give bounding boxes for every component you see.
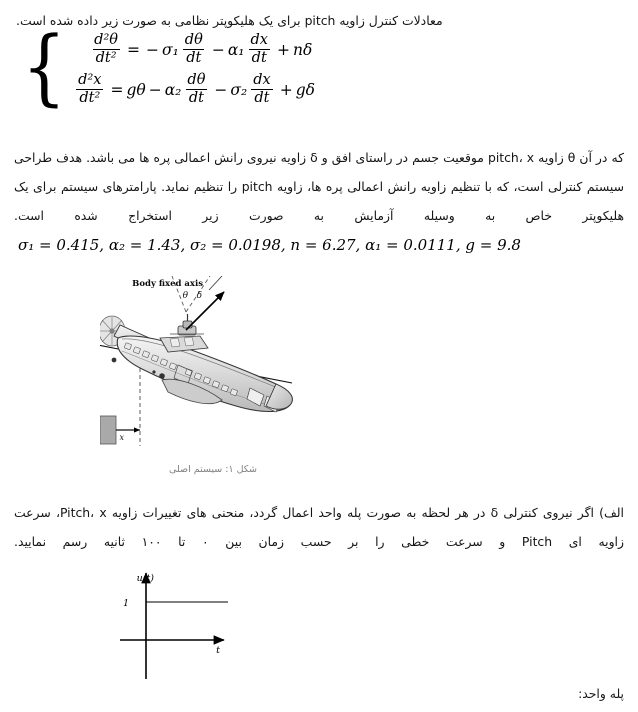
unit-step-plot [120, 565, 370, 683]
eq1-term1-sign: − [146, 40, 159, 59]
plot-y-tick-label: 1 [122, 598, 129, 609]
eq1-equals: = [127, 40, 140, 59]
eq2-term1-coefficient: α₂ [164, 80, 182, 99]
eq1-term3: nδ [292, 40, 313, 59]
eq2-lhs-denominator: dt² [76, 89, 103, 106]
equation-system [18, 19, 315, 115]
eq2-term0: gθ [126, 80, 146, 99]
thrust-force-arrow [186, 292, 224, 330]
eq2-lhs-fraction [75, 73, 104, 106]
intro-paragraph: معادلات کنترل زاویه pitch برای یک هلیکوپتر نظامی به صورت زیر داده شده است. [16, 13, 443, 28]
equation-row-1 [72, 33, 315, 66]
eq2-term3: gδ [295, 80, 315, 99]
eq1-term1-fraction [182, 33, 206, 66]
equation-brace: { [21, 19, 67, 115]
engine-housing [160, 336, 208, 352]
eq2-equals: = [110, 80, 124, 99]
theta-angle-label: θ [182, 291, 188, 301]
eq2-term1-denominator: dt [186, 89, 207, 106]
eq1-term2-fraction [248, 33, 271, 66]
equation-row-2 [72, 73, 315, 106]
parameters-line: σ₁ = 0.415, α₂ = 1.43, σ₂ = 0.0198, n = 6.27, α₁ = 0.0111, g = 9.8 [18, 236, 521, 254]
eq2-term2-denominator: dt [251, 89, 272, 106]
eq2-term2-fraction [250, 73, 273, 106]
body-axis-leader-line [209, 276, 222, 290]
x-displacement-label: x [119, 433, 124, 442]
eq1-term2-denominator: dt [249, 49, 270, 66]
unit-step-label: پله واحد: [578, 686, 624, 701]
figure-caption: شکل ۱: سیستم اصلی [168, 464, 258, 475]
plot-y-axis-label: u(t) [136, 573, 154, 584]
eq1-term2-numerator: dx [250, 32, 268, 48]
equation-rows [72, 33, 315, 106]
eq2-term1-numerator: dθ [187, 72, 206, 88]
eq1-lhs-denominator: dt² [93, 49, 120, 66]
question-a-paragraph: الف) اگر نیروی کنترلی δ در هر لحظه به صورت پله واحد اعمال گردد، منحنی های تغییرات زاویه Pitch، x، سرعت زاویه ای Pitch و سرعت خطی را بر حسب زمان بین ۰ تا ۱۰۰ ثانیه رسم نمایید. [14, 505, 624, 549]
eq1-lhs-numerator: d²θ [94, 32, 118, 48]
reference-block [100, 416, 116, 444]
eq1-lhs-fraction [91, 33, 121, 66]
helicopter-figure [100, 276, 400, 486]
explanation-paragraph: که در آن θ زاویه pitch، x موقعیت جسم در راستای افق و δ زاویه نیروی رانش اعمالی پره ها می باشد. هدف طراحی سیستم کنترلی است، که با تنظیم زاویه رانش اعمالی پره ها، زاویه pitch را تنظیم نماید. پارامترهای سیستم برای یک هلیکوپتر خاص به وسیله آزمایش به صورت زیر استخراج شده است. [14, 150, 624, 223]
plot-x-axis-label: t [216, 645, 220, 656]
eq2-term1-fraction [184, 73, 208, 106]
eq2-term2-numerator: dx [253, 72, 271, 88]
eq1-term1-numerator: dθ [184, 32, 203, 48]
eq1-term3-sign: + [276, 40, 290, 59]
eq1-term1-coefficient: σ₁ [162, 40, 179, 59]
eq1-term2-sign: − [211, 40, 225, 59]
eq2-term3-sign: + [279, 80, 293, 99]
eq2-term1-sign: − [148, 80, 162, 99]
eq2-term2-sign: − [214, 80, 228, 99]
body-fixed-axis-label: Body fixed axis [132, 279, 203, 289]
delta-angle-label: δ [196, 291, 202, 301]
eq2-term2-coefficient: σ₂ [230, 80, 248, 99]
eq1-term1-denominator: dt [183, 49, 204, 66]
eq1-term2-coefficient: α₁ [227, 40, 245, 59]
eq2-lhs-numerator: d²x [78, 72, 102, 88]
